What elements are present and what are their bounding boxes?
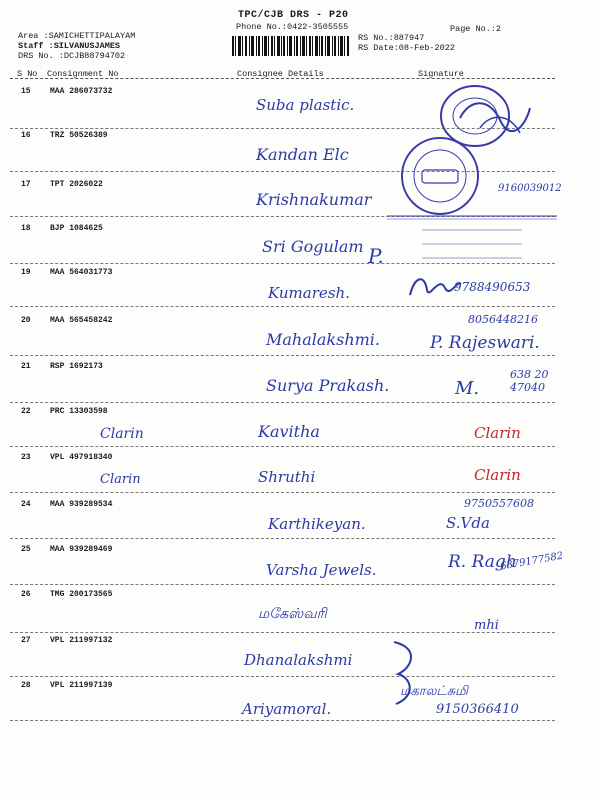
row-consignment: RSP 1692173 [50, 362, 103, 371]
signature-text: மகாலட்சுமி [400, 684, 468, 699]
signature-text: 9160039012 [498, 183, 562, 194]
row-sno: 17 [21, 180, 31, 189]
row-sno: 28 [21, 681, 31, 690]
consignee-name: Ariyamoral. [242, 700, 332, 718]
sri-gokulam-stamp [382, 214, 562, 274]
consignee-name: மகேஸ்வரி [258, 606, 327, 622]
bracket-scribble [390, 638, 420, 708]
phone-note: 9750557608 [464, 497, 534, 510]
barcode-icon [232, 36, 350, 56]
signature-text: P. Rajeswari. [430, 333, 540, 353]
row-sno: 22 [21, 407, 31, 416]
phone-number: Phone No.:0422-3505555 [236, 22, 349, 32]
signature-text: M. [455, 378, 480, 399]
handwritten-note: Clarin [100, 472, 141, 487]
consignee-name: Sri Gogulam [262, 237, 364, 256]
phone-note: 8056448216 [468, 313, 538, 326]
signature-text: R. Ragh [448, 552, 517, 572]
row-divider [10, 402, 555, 403]
phone-note: 638 20 47040 [510, 368, 549, 394]
kandhan-electricals-stamp [398, 128, 484, 224]
consignee-name: Surya Prakash. [266, 376, 390, 395]
row-consignment: TPT 2026022 [50, 180, 103, 189]
signature-text: 9788490653 [454, 280, 531, 294]
row-sno: 24 [21, 500, 31, 509]
consignee-name: Krishnakumar [256, 190, 372, 209]
signature-text: S.Vda [446, 514, 490, 532]
consignee-name: Kandan Elc [256, 145, 349, 164]
row-consignment: BJP 1084625 [50, 224, 103, 233]
column-consignee: Consignee Details [237, 69, 324, 79]
signature-text: mhi [474, 618, 499, 633]
column-sno: S No [17, 69, 38, 79]
row-consignment: MAA 286073732 [50, 87, 113, 96]
row-divider [10, 538, 555, 539]
row-sno: 18 [21, 224, 31, 233]
consignee-name: Dhanalakshmi [244, 651, 353, 669]
row-sno: 20 [21, 316, 31, 325]
row-sno: 19 [21, 268, 31, 277]
row-consignment: PRC 13303598 [50, 407, 108, 416]
row-consignment: VPL 497918340 [50, 453, 113, 462]
row-sno: 21 [21, 362, 31, 371]
page-number: Page No.:2 [450, 24, 502, 34]
row-sno: 15 [21, 87, 31, 96]
consignee-name: Kumaresh. [268, 284, 350, 302]
signature-scribble [405, 270, 465, 304]
signature-text: Clarin [474, 424, 521, 442]
row-consignment: VPL 211997132 [50, 636, 113, 645]
consignee-name: Kavitha [258, 422, 320, 441]
row-sno: 27 [21, 636, 31, 645]
column-signature: Signature [418, 69, 464, 79]
row-sno: 25 [21, 545, 31, 554]
row-divider [10, 676, 555, 677]
signature-text: Clarin [474, 466, 521, 484]
drs-number: DRS No. :DCJB88794702 [18, 51, 126, 61]
row-divider [10, 632, 555, 633]
rs-date: RS Date:08-Feb-2022 [358, 43, 455, 53]
staff-label: Staff :SILVANUSJAMES [18, 41, 121, 51]
row-sno: 26 [21, 590, 31, 599]
manifest-title: TPC/CJB DRS - P20 [238, 10, 349, 21]
rs-number: RS No.:887947 [358, 33, 425, 43]
row-consignment: MAA 939289469 [50, 545, 113, 554]
consignee-name: Shruthi [258, 468, 316, 486]
row-consignment: MAA 939289534 [50, 500, 113, 509]
row-consignment: MAA 564031773 [50, 268, 113, 277]
signature-text: P. [368, 244, 384, 268]
row-consignment: MAA 565458242 [50, 316, 113, 325]
area-label: Area :SAMICHETTIPALAYAM [18, 31, 136, 41]
row-divider [10, 446, 555, 447]
row-divider [10, 492, 555, 493]
consignee-name: Suba plastic. [256, 96, 355, 114]
phone-note: 6379177582 [499, 550, 565, 573]
row-divider [10, 720, 555, 721]
phone-note: 9150366410 [436, 702, 519, 717]
handwritten-note: Clarin [100, 426, 144, 442]
row-consignment: VPL 211997139 [50, 681, 113, 690]
consignee-name: Mahalakshmi. [266, 330, 381, 349]
consignee-name: Varsha Jewels. [266, 561, 377, 579]
consignee-name: Karthikeyan. [268, 515, 366, 533]
row-consignment: TRZ 50526389 [50, 131, 108, 140]
row-divider [10, 584, 555, 585]
row-divider [10, 306, 555, 307]
row-divider [10, 355, 555, 356]
row-sno: 16 [21, 131, 31, 140]
column-consignment: Consignment No [47, 69, 119, 79]
row-consignment: TMG 200173565 [50, 590, 113, 599]
row-sno: 23 [21, 453, 31, 462]
